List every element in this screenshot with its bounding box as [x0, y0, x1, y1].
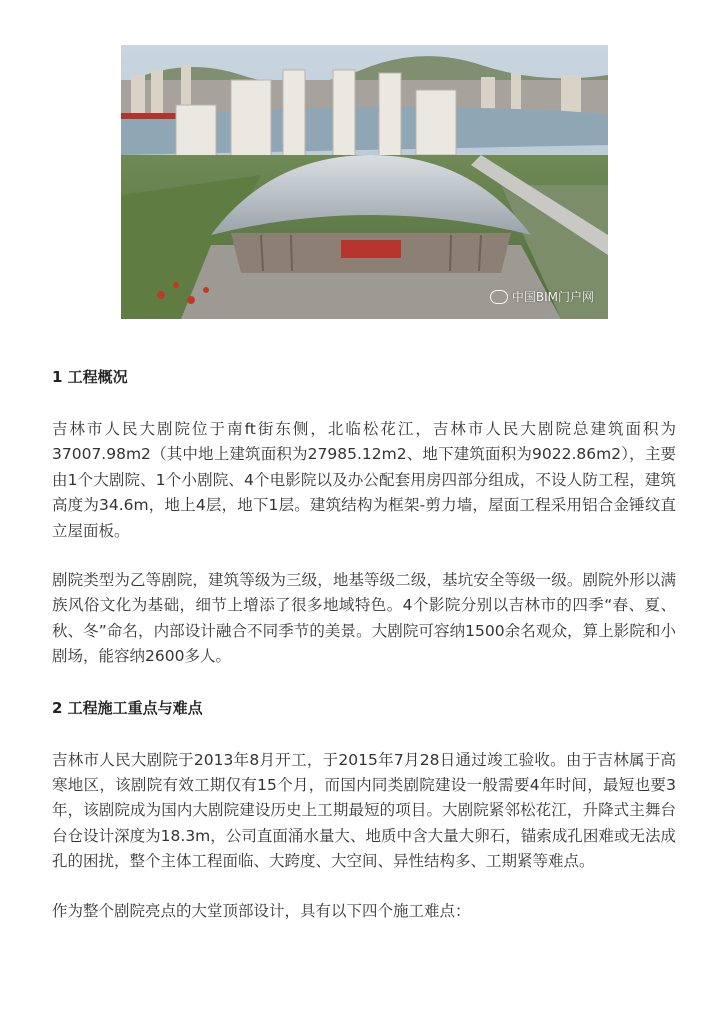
watermark-text: 中国BIM门户网 [511, 290, 594, 304]
watermark [490, 288, 594, 305]
paragraph-4: 作为整个剧院亮点的大堂顶部设计，具有以下四个施工难点： [52, 901, 471, 920]
paragraph-1: 吉林市人民大剧院位于南ft街东侧，北临松花江，吉林市人民大剧院总建筑面积为37007.98m2（其中地上建筑面积为27985.12m2、地下建筑面积为9022.86m2），主要由1个大剧院、1个小剧院、4个电影院以及办公配套用房四部分组成，不设人防工程，建筑高度为34.6m，地上4层，地下1层。建筑结构为框架-剪力墙，屋面工程采用铝合金锤纹直立屋面板。 [52, 420, 676, 540]
theater-aerial-photo [121, 45, 608, 319]
article-body [52, 363, 676, 924]
paragraph-3: 吉林市人民大剧院于2013年8月开工，于2015年7月28日通过竣工验收。由于吉林属于高寒地区，该剧院有效工期仅有15个月，而国内同类剧院建设一般需要4年时间，最短也要3年，该剧院成为国内大剧院建设历史上工期最短的项目。大剧院紧邻松花江，升降式主舞台台仓设计深度为18.3m，公司直面涌水量大、地质中含大量大卵石，锚索成孔困难或无法成孔的困扰，整个主体工程面临、大跨度、大空间、异性结构多、工期紧等难点。 [52, 750, 676, 871]
section-heading-1: 1 工程概况 [52, 368, 128, 386]
paragraph-2: 剧院类型为乙等剧院，建筑等级为三级，地基等级二级，基坑安全等级一级。剧院外形以满族风俗文化为基础，细节上增添了很多地域特色。4个影院分别以吉林市的四季“春、夏、秋、冬”命名，内部设计融合不同季节的美景。大剧院可容纳1500余名观众，算上影院和小剧场，能容纳2600多人。 [52, 571, 676, 666]
building-photo-illustration [121, 45, 608, 319]
section-heading-2: 2 工程施工重点与难点 [52, 698, 203, 717]
wechat-icon [490, 290, 508, 304]
